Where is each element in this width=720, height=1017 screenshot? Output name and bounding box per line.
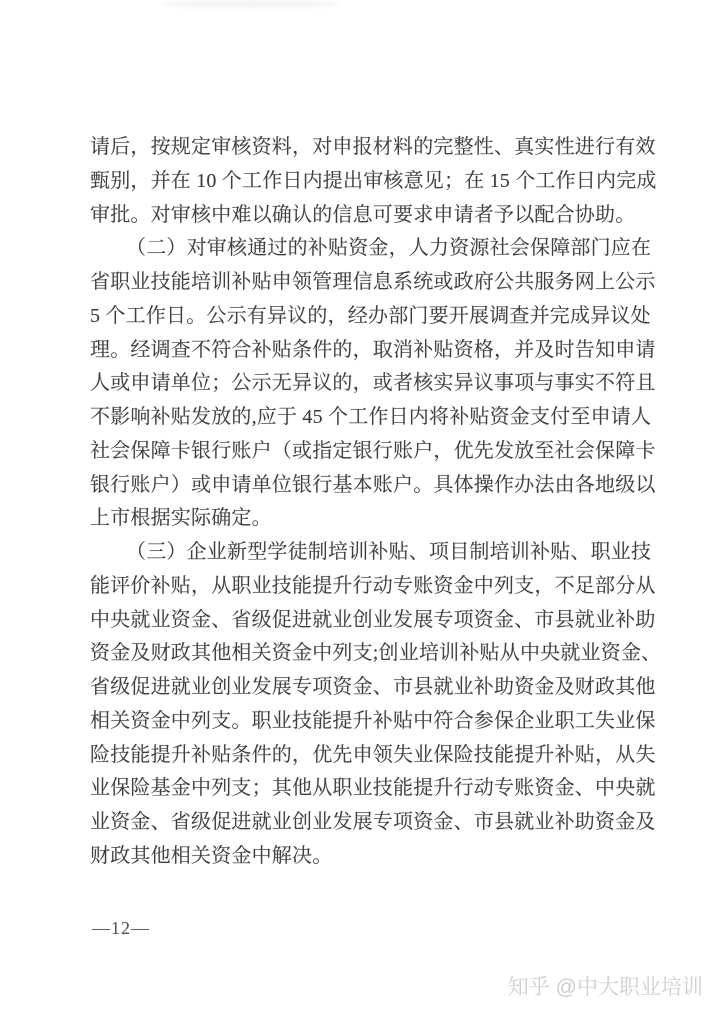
text-line: 审批。对审核中难以确认的信息可要求申请者予以配合协助。 — [90, 203, 636, 226]
text-line: 理。经调查不符合补贴条件的，取消补贴资格，并及时告知申请 — [90, 338, 656, 361]
text-line: 请后，按规定审核资料，对申报材料的完整性、真实性进行有效 — [90, 136, 656, 158]
text-line: 相关资金中列支。职业技能提升补贴中符合参保企业职工失业保 — [90, 709, 656, 732]
text-line: 银行账户）或申请单位银行基本账户。具体操作办法由各地级以 — [90, 473, 656, 496]
text-line: 社会保障卡银行账户（或指定银行账户，优先发放至社会保障卡 — [90, 439, 656, 462]
text-line: 业资金、省级促进就业创业发展专项资金、市县就业补助资金及 — [90, 811, 656, 833]
scan-artifact — [160, 0, 340, 8]
text-line: 省级促进就业创业发展专项资金、市县就业补助资金及财政其他 — [90, 676, 656, 698]
text-line: 业保险基金中列支；其他从职业技能提升行动专账资金、中央就 — [90, 777, 656, 800]
text-line: （三）企业新型学徒制培训补贴、项目制培训补贴、职业技 — [126, 541, 652, 563]
paragraph-item-2-subsidy-publicity — [90, 232, 656, 536]
text-line: 甄别，并在 10 个工作日内提出审核意见；在 15 个工作日内完成 — [90, 169, 657, 192]
text-line: 省职业技能培训补贴申领管理信息系统或政府公共服务网上公示 — [90, 271, 656, 293]
text-line: 险技能提升补贴条件的，优先申领失业保险技能提升补贴，从失 — [90, 743, 656, 766]
watermark-zhihu: 知乎 @中大职业培训 — [507, 976, 703, 999]
text-line: 上市根据实际确定。 — [90, 507, 272, 530]
document-body-text — [90, 131, 662, 874]
text-line: 财政其他相关资金中解决。 — [90, 844, 333, 867]
text-line: 资金及财政其他相关资金中列支;创业培训补贴从中央就业资金、 — [90, 642, 662, 665]
page-number: —12— — [92, 918, 150, 938]
text-line: 能评价补贴，从职业技能提升行动专账资金中列支，不足部分从 — [90, 574, 656, 597]
text-line: 中央就业资金、省级促进就业创业发展专项资金、市县就业补助 — [90, 608, 656, 631]
text-line: 人或申请单位；公示无异议的，或者核实异议事项与事实不符且 — [90, 372, 656, 395]
text-line: （二）对审核通过的补贴资金，人力资源社会保障部门应在 — [126, 237, 652, 260]
text-line: 不影响补贴发放的,应于 45 个工作日内将补贴资金支付至申请人 — [90, 406, 652, 428]
paragraph-item-3-funding-sources — [90, 536, 662, 874]
paragraph-approval-review — [90, 131, 657, 232]
text-line: 5 个工作日。公示有异议的，经办部门要开展调查并完成异议处 — [90, 304, 651, 327]
